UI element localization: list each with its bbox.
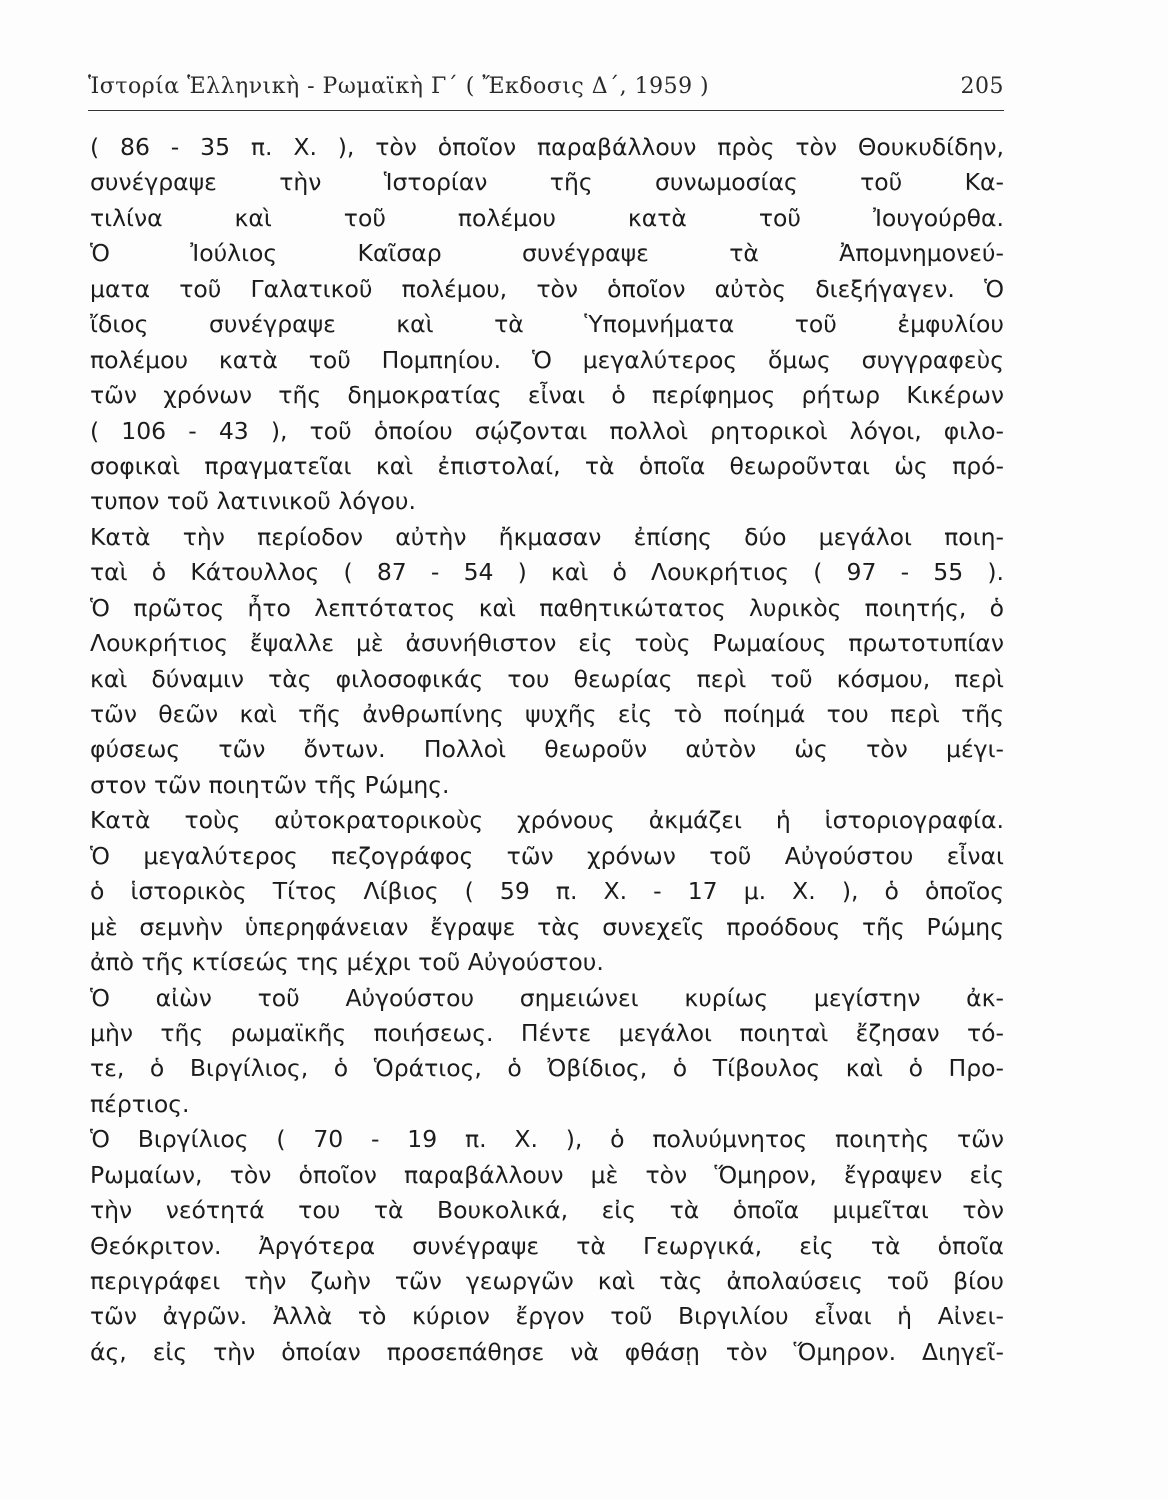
text-line: ( 106 - 43 ), τοῦ ὁποίου σῴζονται πολλοὶ ρητορικοὶ λόγοι, φιλο- — [90, 416, 1004, 445]
running-header — [88, 74, 1004, 108]
text-line: συνέγραψε τὴν Ἱστορίαν τῆς συνωμοσίας τοῦ Κα- — [90, 168, 1004, 197]
header-rule — [88, 110, 1004, 111]
text-line: ματα τοῦ Γαλατικοῦ πολέμου, τὸν ὁποῖον αὐτὸς διεξήγαγεν. Ὁ — [90, 274, 1004, 303]
text-line: τε, ὁ Βιργίλιος, ὁ Ὁράτιος, ὁ Ὀβίδιος, ὁ Τίβουλος καὶ ὁ Προ- — [90, 1054, 1004, 1083]
text-line: σοφικαὶ πραγματεῖαι καὶ ἐπιστολαί, τὰ ὁποῖα θεωροῦνται ὡς πρό- — [90, 451, 1004, 480]
page-number: 205 — [960, 74, 1004, 99]
text-line: ἴδιος συνέγραψε καὶ τὰ Ὑπομνήματα τοῦ ἐμφυλίου — [90, 310, 1004, 339]
text-line: τιλίνα καὶ τοῦ πολέμου κατὰ τοῦ Ἰουγούρθα. — [90, 203, 1004, 232]
text-line: καὶ δύναμιν τὰς φιλοσοφικάς του θεωρίας περὶ τοῦ κόσμου, περὶ — [90, 664, 1004, 693]
text-line: ( 86 - 35 π. Χ. ), τὸν ὁποῖον παραβάλλουν πρὸς τὸν Θουκυδίδην, — [90, 133, 1004, 161]
text-line: τῶν ἀγρῶν. Ἀλλὰ τὸ κύριον ἔργον τοῦ Βιργιλίου εἶναι ἡ Αἰνει- — [90, 1302, 1004, 1331]
text-line: Ὁ Ἰούλιος Καῖσαρ συνέγραψε τὰ Ἀπομνημονεύ- — [90, 239, 1004, 268]
text-line: Κατὰ τὴν περίοδον αὐτὴν ἤκμασαν ἐπίσης δύο μεγάλοι ποιη- — [90, 522, 1004, 551]
text-line: ἀπὸ τῆς κτίσεώς της μέχρι τοῦ Αὐγούστου. — [90, 948, 604, 977]
text-line: στον τῶν ποιητῶν τῆς Ρώμης. — [90, 770, 450, 799]
text-line: ὁ ἱστορικὸς Τίτος Λίβιος ( 59 π. Χ. - 17 μ. Χ. ), ὁ ὁποῖος — [90, 877, 1004, 906]
text-line: περιγράφει τὴν ζωὴν τῶν γεωργῶν καὶ τὰς ἀπολαύσεις τοῦ βίου — [90, 1267, 1004, 1295]
text-line: τὴν νεότητά του τὰ Βουκολικά, εἰς τὰ ὁποῖα μιμεῖται τὸν — [90, 1196, 1004, 1225]
text-line: τυπον τοῦ λατινικοῦ λόγου. — [90, 487, 416, 516]
text-line: ταὶ ὁ Κάτουλλος ( 87 - 54 ) καὶ ὁ Λουκρήτιος ( 97 - 55 ). — [90, 558, 1004, 587]
body-text — [90, 130, 1004, 1370]
text-line: Ὁ Βιργίλιος ( 70 - 19 π. Χ. ), ὁ πολυύμνητος ποιητὴς τῶν — [90, 1125, 1004, 1154]
text-line: φύσεως τῶν ὄντων. Πολλοὶ θεωροῦν αὐτὸν ὡς τὸν μέγι- — [90, 735, 1004, 764]
text-line: μὴν τῆς ρωμαϊκῆς ποιήσεως. Πέντε μεγάλοι ποιηταὶ ἔζησαν τό- — [90, 1018, 1004, 1047]
text-line: Ρωμαίων, τὸν ὁποῖον παραβάλλουν μὲ τὸν Ὅμηρον, ἔγραψεν εἰς — [90, 1160, 1004, 1189]
text-line: Κατὰ τοὺς αὐτοκρατορικοὺς χρόνους ἀκμάζει ἡ ἱστοριογραφία. — [90, 806, 1004, 835]
text-line: πέρτιος. — [90, 1089, 190, 1118]
text-line: Λουκρήτιος ἔψαλλε μὲ ἀσυνήθιστον εἰς τοὺς Ρωμαίους πρωτοτυπίαν — [90, 629, 1004, 658]
text-line: Θεόκριτον. Ἀργότερα συνέγραψε τὰ Γεωργικά, εἰς τὰ ὁποῖα — [90, 1231, 1004, 1260]
header-title: Ἱστορία Ἑλληνικὴ - Ρωμαϊκὴ Γ΄ ( Ἔκδοσις Δ΄, 1959 ) — [88, 74, 710, 99]
text-line: Ὁ πρῶτος ἦτο λεπτότατος καὶ παθητικώτατος λυρικὸς ποιητής, ὁ — [90, 593, 1004, 622]
text-line: άς, εἰς τὴν ὁποίαν προσεπάθησε νὰ φθάσῃ τὸν Ὅμηρον. Διηγεῖ- — [90, 1337, 1004, 1366]
text-line: μὲ σεμνὴν ὑπερηφάνειαν ἔγραψε τὰς συνεχεῖς προόδους τῆς Ρώμης — [90, 912, 1004, 941]
text-line: Ὁ μεγαλύτερος πεζογράφος τῶν χρόνων τοῦ Αὐγούστου εἶναι — [90, 841, 1004, 870]
text-line: πολέμου κατὰ τοῦ Πομπηίου. Ὁ μεγαλύτερος ὅμως συγγραφεὺς — [90, 345, 1004, 374]
text-line: τῶν θεῶν καὶ τῆς ἀνθρωπίνης ψυχῆς εἰς τὸ ποίημά του περὶ τῆς — [90, 700, 1004, 728]
text-line: Ὁ αἰὼν τοῦ Αὐγούστου σημειώνει κυρίως μεγίστην ἀκ- — [90, 983, 1004, 1012]
text-line: τῶν χρόνων τῆς δημοκρατίας εἶναι ὁ περίφημος ρήτωρ Κικέρων — [90, 381, 1004, 410]
